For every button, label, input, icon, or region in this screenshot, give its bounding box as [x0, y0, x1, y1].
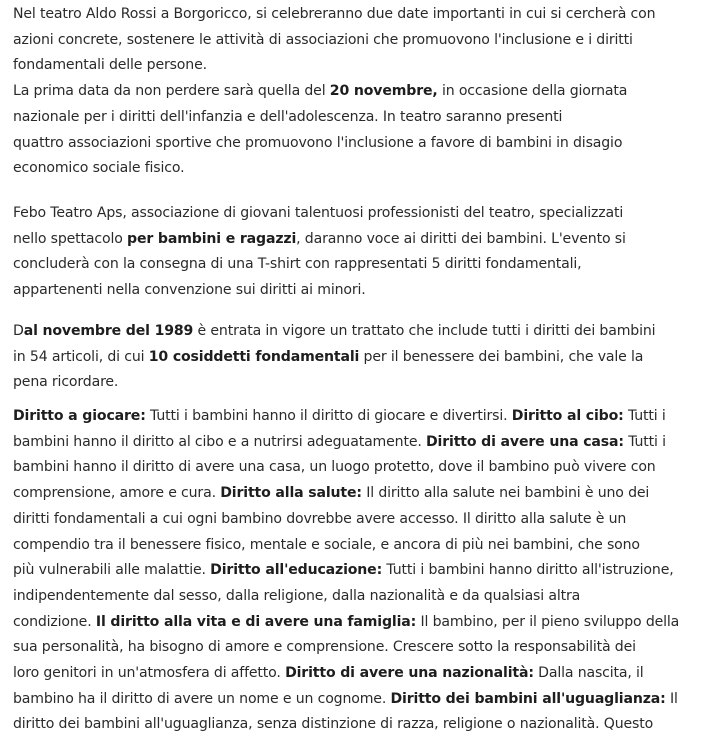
- text-run: compendio tra il benessere fisico, mentale e sociale, e ancora di più nei bambini, che sono: [13, 536, 640, 553]
- text-run: loro genitori in un'atmosfera di affetto.: [13, 665, 286, 681]
- text-line: [13, 158, 184, 178]
- text-line: [13, 203, 623, 223]
- text-run: Tutti i: [623, 433, 666, 450]
- bold-text: Il diritto alla vita e di avere una famiglia:: [95, 613, 417, 630]
- text-run: comprensione, amore e cura.: [13, 485, 221, 502]
- text-run: quattro associazioni sportive che promuovono l'inclusione a favore di bambini in disagio: [13, 134, 623, 151]
- text-run: pena ricordare.: [13, 374, 119, 391]
- text-line: [13, 560, 674, 580]
- text-line: [13, 4, 655, 24]
- text-run: in occasione della giornata: [437, 83, 628, 100]
- text-run: per il benessere dei bambini, che vale la: [359, 348, 644, 365]
- text-line: [13, 637, 636, 657]
- text-line: [13, 509, 626, 529]
- text-run: Il: [665, 690, 678, 707]
- bold-text: Diritto a giocare:: [13, 408, 146, 424]
- bold-text: Diritto alla salute:: [220, 485, 362, 502]
- text-run: Tutti i bambini hanno diritto all'istruzione,: [382, 562, 674, 579]
- bold-text: Diritto di avere una casa:: [426, 433, 624, 450]
- text-run: diritto dei bambini all'uguaglianza, senza distinzione di razza, religione o nazionalità. Questo: [13, 716, 654, 733]
- text-line: [13, 372, 118, 392]
- text-run: bambino ha il diritto di avere un nome e un cognome.: [13, 690, 391, 707]
- text-line: [13, 321, 655, 341]
- text-run: , daranno voce ai diritti dei bambini. L'evento si: [296, 230, 626, 247]
- bold-text: Diritto dei bambini all'uguaglianza:: [390, 690, 666, 707]
- text-run: in 54 articoli, di cui: [13, 348, 149, 365]
- text-line: [13, 229, 626, 249]
- text-line: [13, 586, 580, 606]
- text-line: [13, 689, 678, 709]
- text-run: Febo Teatro Aps, associazione di giovani talentuosi professionisti del teatro, specializzati: [13, 205, 624, 221]
- text-line: [13, 55, 207, 75]
- text-run: Il diritto alla salute nei bambini è uno dei: [361, 485, 650, 502]
- text-run: fondamentali delle persone.: [13, 57, 207, 74]
- text-line: [13, 612, 679, 632]
- text-line: [13, 432, 666, 452]
- text-run: è entrata in vigore un trattato che include tutti i diritti dei bambini: [193, 323, 656, 339]
- text-run: La prima data da non perdere sarà quella del: [13, 83, 330, 100]
- text-run: più vulnerabili alle malattie.: [13, 562, 211, 579]
- text-run: concluderà con la consegna di una T-shirt con rappresentati 5 diritti fondamentali,: [13, 256, 582, 273]
- text-line: [13, 457, 656, 477]
- text-line: [13, 133, 622, 153]
- text-run: bambini hanno il diritto di avere una casa, un luogo protetto, dove il bambino può vivere con: [13, 459, 656, 476]
- text-run: azioni concrete, sostenere le attività di associazioni che promuovono l'inclusione e i diritti: [13, 31, 633, 48]
- text-line: [13, 254, 582, 274]
- text-run: nazionale per i diritti dell'infanzia e dell'adolescenza. In teatro saranno presenti: [13, 108, 563, 125]
- text-run: sua personalità, ha bisogno di amore e comprensione. Crescere sotto la responsabilità dei: [13, 639, 636, 656]
- text-run: economico sociale fisico.: [13, 160, 185, 177]
- text-run: Tutti i: [623, 408, 666, 424]
- bold-text: Diritto all'educazione:: [210, 562, 383, 579]
- bold-text: per bambini e ragazzi: [127, 230, 297, 247]
- text-line: [13, 30, 633, 50]
- text-line: [13, 81, 627, 101]
- text-run: Il bambino, per il pieno sviluppo della: [416, 613, 680, 630]
- text-run: D: [13, 323, 24, 339]
- text-run: indipendentemente dal sesso, dalla religione, dalla nazionalità e da qualsiasi altra: [13, 587, 581, 604]
- text-run: Dalla nascita, il: [533, 665, 644, 681]
- text-run: diritti fondamentali a cui ogni bambino dovrebbe avere accesso. Il diritto alla salute è un: [13, 510, 627, 527]
- text-line: [13, 406, 666, 426]
- bold-text: 20 novembre,: [329, 83, 438, 100]
- bold-text: 10 cosiddetti fondamentali: [148, 348, 360, 365]
- text-run: bambini hanno il diritto al cibo e a nutrirsi adeguatamente.: [13, 433, 426, 450]
- bold-text: al novembre del 1989: [23, 323, 194, 339]
- text-line: [13, 107, 562, 127]
- text-run: appartenenti nella convenzione sui diritti ai minori.: [13, 282, 366, 299]
- text-line: [13, 347, 643, 367]
- text-run: condizione.: [13, 613, 96, 630]
- text-line: [13, 714, 653, 734]
- text-run: Nel teatro Aldo Rossi a Borgoricco, si celebreranno due date importanti in cui si cercherà con: [13, 6, 656, 22]
- text-line: [13, 483, 649, 503]
- bold-text: Diritto al cibo:: [511, 408, 624, 424]
- text-run: Tutti i bambini hanno il diritto di giocare e divertirsi.: [145, 408, 512, 424]
- text-line: [13, 280, 366, 300]
- bold-text: Diritto di avere una nazionalità:: [285, 665, 534, 681]
- text-run: nello spettacolo: [13, 230, 128, 247]
- text-line: [13, 663, 644, 683]
- text-line: [13, 535, 640, 555]
